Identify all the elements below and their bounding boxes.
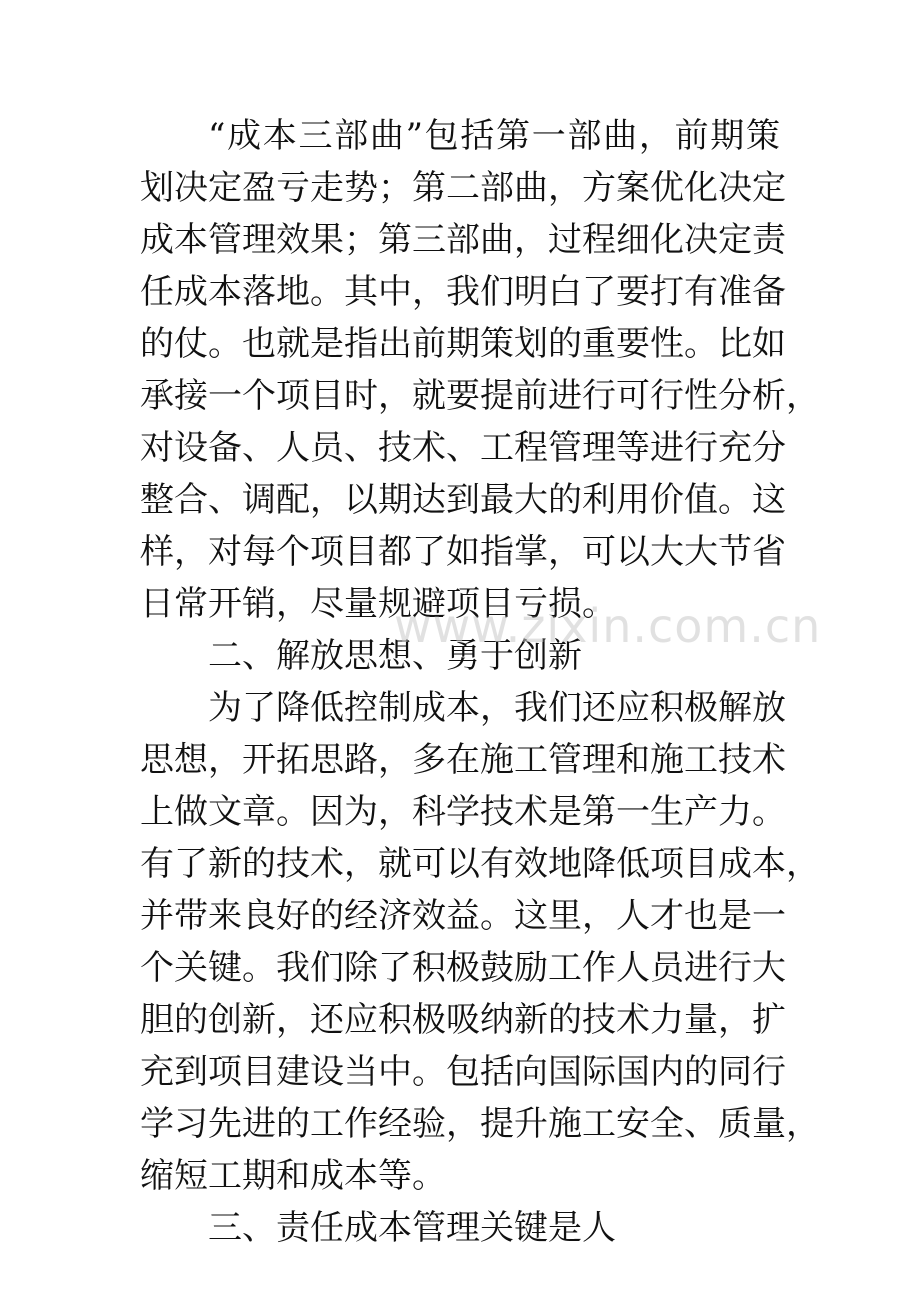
paragraph-2-line-7: 胆的创新，还应积极吸纳新的技术力量，扩 [140, 1000, 786, 1040]
section-heading-3: 三、责任成本管理关键是人 [208, 1208, 616, 1248]
paragraph-2-line-9: 学习先进的工作经验，提升施工安全、质量， [140, 1104, 820, 1144]
paragraph-2-line-10: 缩短工期和成本等。 [140, 1156, 446, 1196]
paragraph-2-line-1: 为了降低控制成本，我们还应积极解放 [208, 688, 786, 728]
paragraph-1-line-1: “成本三部曲”包括第一部曲，前期策 [208, 116, 780, 156]
paragraph-1-line-8: 整合、调配，以期达到最大的利用价值。这 [140, 480, 786, 520]
paragraph-1-line-6: 承接一个项目时，就要提前进行可行性分析， [140, 376, 820, 416]
paragraph-1-line-2: 划决定盈亏走势；第二部曲，方案优化决定 [140, 168, 786, 208]
watermark: www.zixin.com.cn [394, 599, 822, 653]
paragraph-2-line-4: 有了新的技术，就可以有效地降低项目成本， [140, 844, 820, 884]
paragraph-1-line-7: 对设备、人员、技术、工程管理等进行充分 [140, 428, 786, 468]
paragraph-2-line-5: 并带来良好的经济效益。这里，人才也是一 [140, 896, 786, 936]
section-heading-2: 二、解放思想、勇于创新 [208, 636, 582, 676]
paragraph-1-line-4: 任成本落地。其中，我们明白了要打有准备 [140, 272, 786, 312]
paragraph-2-line-6: 个关键。我们除了积极鼓励工作人员进行大 [140, 948, 786, 988]
paragraph-2-line-3: 上做文章。因为，科学技术是第一生产力。 [140, 792, 786, 832]
paragraph-2-line-2: 思想，开拓思路，多在施工管理和施工技术 [140, 740, 786, 780]
paragraph-1-line-5: 的仗。也就是指出前期策划的重要性。比如 [140, 324, 786, 364]
paragraph-1-line-3: 成本管理效果；第三部曲，过程细化决定责 [140, 220, 786, 260]
paragraph-1-line-9: 样，对每个项目都了如指掌，可以大大节省 [140, 532, 786, 572]
paragraph-2-line-8: 充到项目建设当中。包括向国际国内的同行 [140, 1052, 786, 1092]
paragraph-1-line-10: 日常开销，尽量规避项目亏损。 [140, 584, 616, 624]
